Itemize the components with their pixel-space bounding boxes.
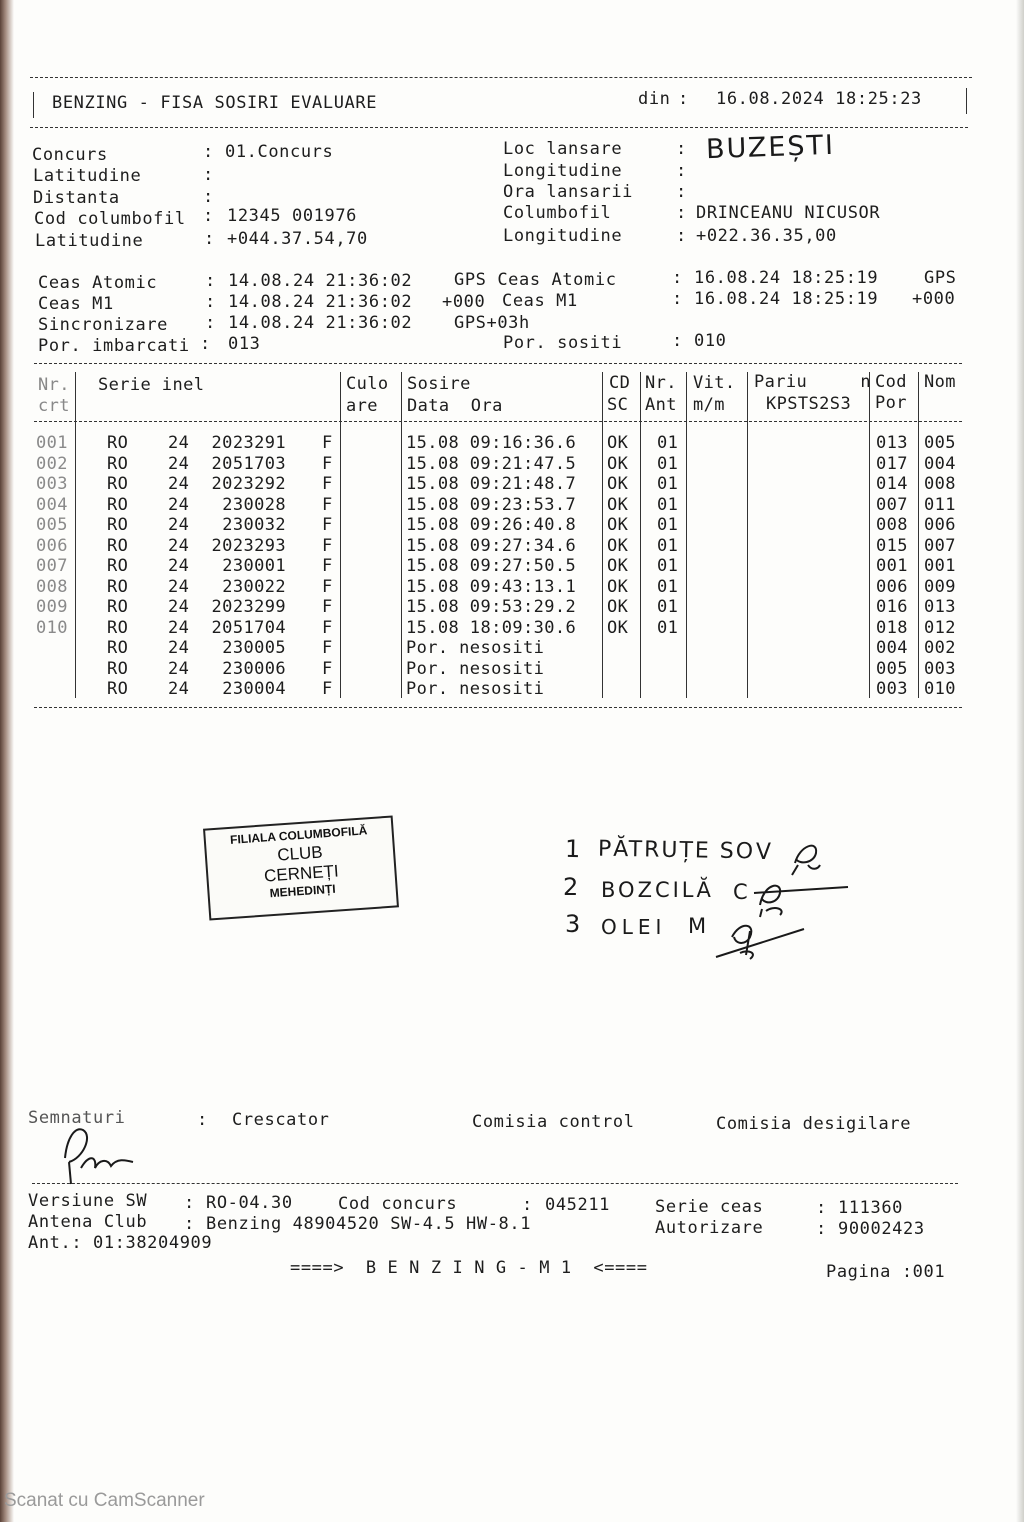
commission-name: BOZCILĂ <box>601 878 714 902</box>
cell-cod: 016 <box>876 597 908 617</box>
cell-sex: F <box>322 494 333 515</box>
cell-ant: 01 <box>657 597 679 617</box>
cell-cod: 015 <box>876 535 908 556</box>
cell-tara: RO <box>107 453 129 474</box>
info-label: Columbofil <box>503 203 612 223</box>
cell-nom: 005 <box>924 433 956 453</box>
footer-value: 111360 <box>838 1198 904 1218</box>
header-sosire-2: Data Ora <box>407 396 503 416</box>
cell-nom: 002 <box>924 638 956 658</box>
stamp-line: MEHEDINȚI <box>269 881 337 901</box>
scan-left-edge <box>0 0 14 1522</box>
cell-ant: 01 <box>657 556 679 576</box>
clock-value: 16.08.24 18:25:19 <box>694 268 879 288</box>
col-divider <box>918 372 919 698</box>
cell-nr: 009 <box>36 597 68 617</box>
header-left-bar <box>33 92 34 118</box>
info-value: +044.37.54,70 <box>227 229 368 249</box>
cell-an: 24 <box>168 515 190 535</box>
cell-sex: F <box>322 617 333 638</box>
cell-tara: RO <box>107 576 129 597</box>
info-label: Loc lansare <box>503 139 623 159</box>
header-nr-2: crt <box>38 396 70 416</box>
cell-tara: RO <box>107 494 129 515</box>
info-value: 01.Concurs <box>225 142 334 162</box>
clock-value: 010 <box>694 331 727 351</box>
footer-label: Serie ceas <box>655 1197 764 1217</box>
cell-cod: 018 <box>876 617 908 638</box>
info-label: Longitudine <box>503 161 623 181</box>
cell-cod: 006 <box>876 576 908 597</box>
cell-inel: 2051703 <box>211 453 286 474</box>
cell-cd: OK <box>607 453 629 474</box>
clock-offset: +000 <box>912 289 956 309</box>
header-serie: Serie inel <box>98 375 205 395</box>
cell-an: 24 <box>168 433 190 453</box>
cell-tara: RO <box>107 433 129 453</box>
cell-inel: 2023292 <box>211 474 286 494</box>
cell-nom: 003 <box>924 658 956 679</box>
cell-cd: OK <box>607 535 629 556</box>
info-label: Longitudine <box>503 226 623 246</box>
cell-ant: 01 <box>657 515 679 535</box>
footer-label: Antena Club <box>28 1212 148 1232</box>
commission-initial: C <box>733 880 748 904</box>
cell-nom: 009 <box>924 576 956 597</box>
header-culoare: Culo <box>346 374 389 394</box>
info-label: Ora lansarii <box>503 182 634 202</box>
footer-value: 045211 <box>545 1195 611 1215</box>
info-label: Concurs <box>32 145 108 165</box>
cell-inel: 230028 <box>222 494 286 515</box>
cell-ant: 01 <box>657 617 679 638</box>
header-vit-2: m/m <box>693 395 725 415</box>
cell-nom: 006 <box>924 515 956 535</box>
cell-an: 24 <box>168 617 190 638</box>
signatures-label: Semnaturi <box>28 1108 126 1128</box>
camscanner-watermark: Scanat cu CamScanner <box>4 1490 205 1511</box>
stamp-line: CLUB <box>276 842 324 865</box>
cell-an: 24 <box>168 556 190 576</box>
cell-inel: 2023293 <box>211 535 286 556</box>
cell-sex: F <box>322 535 333 556</box>
signature-desigilare: Comisia desigilare <box>716 1114 912 1134</box>
cell-tara: RO <box>107 597 129 617</box>
cell-tara: RO <box>107 679 129 699</box>
cell-sosire: 15.08 09:21:48.7 <box>406 474 577 494</box>
cell-tara: RO <box>107 617 129 638</box>
cell-sex: F <box>322 597 333 617</box>
info-value: DRINCEANU NICUSOR <box>696 203 881 223</box>
info-label: Latitudine <box>35 231 144 251</box>
cell-sosire: 15.08 09:26:40.8 <box>406 515 577 535</box>
cell-ant: 01 <box>657 453 679 474</box>
cell-ant: 01 <box>657 535 679 556</box>
cell-nr: 001 <box>36 433 68 453</box>
header-cod-2: Por <box>875 393 907 413</box>
col-divider <box>747 372 748 698</box>
cell-sosire: Por. nesositi <box>406 658 545 679</box>
table-bottom-rule <box>34 707 962 708</box>
info-label: Latitudine <box>33 166 142 186</box>
footer-label: Autorizare <box>655 1218 764 1238</box>
cell-nr: 005 <box>36 515 68 535</box>
scan-right-edge <box>1016 0 1024 1522</box>
cell-sosire: 15.08 09:21:47.5 <box>406 453 577 474</box>
signature-crescator: Crescator <box>232 1110 330 1130</box>
cell-sex: F <box>322 576 333 597</box>
cell-ant: 01 <box>657 474 679 494</box>
date-value: 16.08.2024 18:25:23 <box>716 89 922 109</box>
cell-nr: 002 <box>36 453 68 474</box>
commission-initial: M <box>688 914 707 938</box>
page-number: Pagina :001 <box>826 1262 946 1282</box>
cell-inel: 2023299 <box>211 597 286 617</box>
clock-offset: +000 <box>442 292 486 312</box>
signature-control: Comisia control <box>472 1112 635 1132</box>
cell-nom: 011 <box>924 494 956 515</box>
footer-label: Versiune SW <box>28 1191 148 1211</box>
cell-nom: 008 <box>924 474 956 494</box>
cell-nom: 007 <box>924 535 956 556</box>
cell-cd: OK <box>607 433 629 453</box>
date-label: din <box>638 89 671 109</box>
cell-an: 24 <box>168 679 190 699</box>
header-right-bar <box>966 88 967 114</box>
header-nom: Nom <box>924 372 956 392</box>
commission-initial: V <box>756 840 772 865</box>
cell-inel: 230004 <box>222 679 286 699</box>
cell-sosire: 15.08 09:23:53.7 <box>406 494 577 515</box>
cell-nr: 008 <box>36 576 68 597</box>
commission-num: 3 <box>565 910 581 938</box>
header-cd: CD <box>609 373 631 393</box>
cell-nom: 001 <box>924 556 956 576</box>
cell-inel: 230005 <box>222 638 286 658</box>
cell-tara: RO <box>107 474 129 494</box>
cell-sosire: 15.08 09:27:34.6 <box>406 535 577 556</box>
footer-value: RO-04.30 <box>206 1193 293 1213</box>
club-stamp <box>203 815 399 920</box>
cell-cod: 008 <box>876 515 908 535</box>
cell-cd: OK <box>607 474 629 494</box>
cell-nom: 013 <box>924 597 956 617</box>
cell-an: 24 <box>168 597 190 617</box>
cell-sosire: 15.08 09:53:29.2 <box>406 597 577 617</box>
table-header-rule <box>34 421 962 422</box>
col-divider <box>602 372 603 698</box>
commission-name: PĂTRUȚE SO <box>597 836 756 865</box>
clock-label: Sincronizare <box>38 315 169 335</box>
header-pariu-2: KPSTS2S3 <box>766 394 852 414</box>
header-culoare-2: are <box>346 396 378 416</box>
cell-sosire: 15.08 09:43:13.1 <box>406 576 577 597</box>
footer-brand: ====> B E N Z I N G - M 1 <==== <box>290 1258 648 1278</box>
cell-sosire: 15.08 09:16:36.6 <box>406 433 577 453</box>
clock-label: Por. sositi <box>503 333 623 353</box>
cell-tara: RO <box>107 535 129 556</box>
cell-cd: OK <box>607 597 629 617</box>
col-divider <box>869 372 870 698</box>
cell-sex: F <box>322 679 333 699</box>
commission-signatures-scribble <box>700 825 860 965</box>
col-divider <box>340 372 341 698</box>
header-cd-2: SC <box>607 395 629 415</box>
clock-suffix: GPS+03h <box>454 313 530 333</box>
cell-nr: 006 <box>36 535 68 556</box>
commission-num: 2 <box>563 873 579 901</box>
header-top-rule <box>30 77 972 78</box>
cell-an: 24 <box>168 453 190 474</box>
cell-inel: 230032 <box>222 515 286 535</box>
cell-an: 24 <box>168 638 190 658</box>
cell-nr: 004 <box>36 494 68 515</box>
clock-value: 14.08.24 21:36:02 <box>228 292 413 312</box>
cell-inel: 2051704 <box>211 617 286 638</box>
table-top-rule <box>34 363 962 364</box>
header-sosire: Sosire <box>407 374 471 394</box>
clock-label: Ceas M1 <box>38 294 114 314</box>
cell-an: 24 <box>168 535 190 556</box>
cell-sex: F <box>322 556 333 576</box>
cell-cd: OK <box>607 515 629 535</box>
clock-value: 14.08.24 21:36:02 <box>228 313 413 333</box>
cell-an: 24 <box>168 494 190 515</box>
cell-an: 24 <box>168 576 190 597</box>
info-value: +022.36.35,00 <box>696 226 837 246</box>
cell-tara: RO <box>107 556 129 576</box>
cell-cod: 014 <box>876 474 908 494</box>
info-value: 12345 001976 <box>227 206 358 226</box>
clock-value: 16.08.24 18:25:19 <box>694 289 879 309</box>
cell-an: 24 <box>168 474 190 494</box>
footer-rule <box>32 1183 958 1184</box>
cell-nr: 010 <box>36 617 68 638</box>
cell-an: 24 <box>168 658 190 679</box>
info-label: Distanta <box>33 188 120 208</box>
cell-ant: 01 <box>657 433 679 453</box>
cell-cd: OK <box>607 556 629 576</box>
cell-sosire: 15.08 18:09:30.6 <box>406 617 577 638</box>
header-nr-ant: Nr. <box>645 373 677 393</box>
cell-cd: OK <box>607 617 629 638</box>
header-nr: Nr. <box>38 375 70 395</box>
cell-nom: 012 <box>924 617 956 638</box>
cell-cod: 004 <box>876 638 908 658</box>
cell-cod: 007 <box>876 494 908 515</box>
footer-label: Cod concurs <box>338 1194 458 1214</box>
clock-value: 14.08.24 21:36:02 <box>228 271 413 291</box>
clock-label: GPS Ceas Atomic <box>454 270 617 290</box>
info-label: Cod columbofil <box>34 209 186 229</box>
clock-label: Por. imbarcati <box>38 336 190 356</box>
cell-sex: F <box>322 474 333 494</box>
header-cod: Cod <box>875 372 907 392</box>
clock-label: Ceas Atomic <box>38 273 158 293</box>
col-divider <box>640 372 641 698</box>
crescator-signature-scribble <box>55 1118 155 1188</box>
cell-sex: F <box>322 638 333 658</box>
stamp-line: CERNEȚI <box>263 861 340 886</box>
stamp-line: FILIALA COLUMBOFILĂ <box>229 823 368 847</box>
header-vit: Vit. <box>693 373 736 393</box>
cell-cd: OK <box>607 494 629 515</box>
cell-sex: F <box>322 433 333 453</box>
cell-sex: F <box>322 658 333 679</box>
col-divider <box>75 372 76 698</box>
cell-nr: 007 <box>36 556 68 576</box>
commission-num: 1 <box>564 834 583 864</box>
cell-ant: 01 <box>657 494 679 515</box>
col-divider <box>686 372 687 698</box>
cell-inel: 230001 <box>222 556 286 576</box>
col-divider <box>401 372 402 698</box>
cell-inel: 2023291 <box>211 433 286 453</box>
cell-cod: 013 <box>876 433 908 453</box>
clock-value: 013 <box>228 334 261 354</box>
cell-cod: 001 <box>876 556 908 576</box>
clock-label: Ceas M1 <box>502 291 578 311</box>
cell-nom: 010 <box>924 679 956 699</box>
cell-tara: RO <box>107 658 129 679</box>
cell-inel: 230006 <box>222 658 286 679</box>
cell-nom: 004 <box>924 453 956 474</box>
cell-sosire: Por. nesositi <box>406 638 545 658</box>
footer-value: 90002423 <box>838 1219 925 1239</box>
commission-name: OLEI <box>601 915 667 939</box>
cell-sosire: Por. nesositi <box>406 679 545 699</box>
header-bottom-rule <box>30 127 968 128</box>
document-title: BENZING - FISA SOSIRI EVALUARE <box>52 93 378 113</box>
cell-cod: 017 <box>876 453 908 474</box>
cell-ant: 01 <box>657 576 679 597</box>
footer-antenna: Ant.: 01:38204909 <box>28 1233 213 1253</box>
cell-sex: F <box>322 453 333 474</box>
cell-sex: F <box>322 515 333 535</box>
cell-nr: 003 <box>36 474 68 494</box>
clock-suffix: GPS <box>924 268 957 288</box>
header-nr-ant-2: Ant <box>645 395 677 415</box>
cell-cd: OK <box>607 576 629 597</box>
cell-tara: RO <box>107 638 129 658</box>
launch-place-handwritten: BUZEȘTI <box>705 129 836 166</box>
header-pariu: Pariu n <box>754 372 871 392</box>
cell-cod: 003 <box>876 679 908 699</box>
footer-value: Benzing 48904520 SW-4.5 HW-8.1 <box>206 1214 532 1234</box>
cell-inel: 230022 <box>222 576 286 597</box>
cell-cod: 005 <box>876 658 908 679</box>
cell-sosire: 15.08 09:27:50.5 <box>406 556 577 576</box>
cell-tara: RO <box>107 515 129 535</box>
